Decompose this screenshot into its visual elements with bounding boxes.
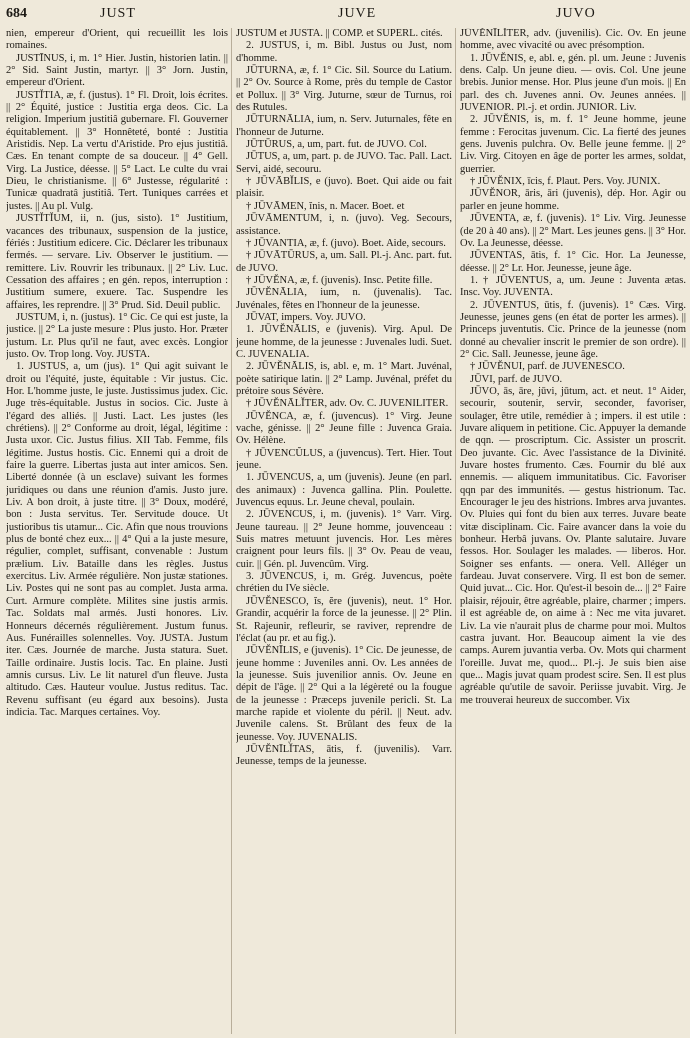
dictionary-entry: 2. JŪVĔNIS, is, m. f. 1° Jeune homme, jeune femme : Ferocitas juvenum. Cic. La fierté des jeunes gens. Juvenis pulchra. Ov. Belle jeune femme. || 2° Liv. Virg. Citoyen en âge de porter les armes, soldat, guerrier. (460, 114, 686, 175)
dictionary-entry: JŪVĔNOR, āris, āri (juvenis), dép. Hor. Agir ou parler en jeune homme. (460, 188, 686, 212)
dictionary-entry: † JŪVĔNĀLĬTER, adv. Ov. C. JUVENILITER. (246, 398, 449, 410)
dictionary-entry: JŪVĔNĪLIS, e (juvenis). 1° Cic. De jeunesse, de jeune homme : Juveniles anni. Ov. Les années de la jeunesse. Suis juvenilior annis. Ov. Jeune en dépit de l'âge. || 2° Qui a la légèreté ou la fougue de la jeunesse : Præceps juvenile pericli. St. La marche rapide et violente du péril. || Neut. adv. Juvenile calens. St. Brûlant des feux de la jeunesse. Voy. JUVENALIS. (236, 645, 452, 743)
dictionary-entry: JŪVĀMENTUM, i, n. (juvo). Veg. Secours, assistance. (236, 213, 452, 237)
dictionary-entry: † JŪVANTIA, æ, f. (juvo). Boet. Aide, secours. (246, 237, 446, 249)
dictionary-entry: nien, empereur d'Orient, qui recueillit les lois romaines. (6, 28, 228, 52)
column-left (6, 28, 228, 1034)
column-divider (455, 28, 456, 1034)
dictionary-entry: JŪVO, ās, āre, jūvi, jūtum, act. et neut. 1° Aider, secourir, soutenir, servir, seconder, favoriser, soulager, être utile, remédier à ; impers. il est utile : Juvare aliquem in petitione. Cic. Appuyer la demande de qqn. — proscriptum. Cic. Assister un proscrit. Deo juvante. Cic. Avec l'assistance de la Divinité. Juvare hostes frumento. Cæs. Fournir du blé aux ennemis. — aliquem immunitatibus. Cic. Favoriser qqn par des immunités. — gestus histrionum. Tac. Encourager le jeu des histrions. Imbres arva juvantes. Ov. Pluies qui font du bien aux terres. Juvare beate vitæ disciplinam. Cic. Faire avancer dans la voie du bonheur. Herbâ juvans. Ov. Plante salutaire. Juvare fessos. Hor. Soulager les malades. — liberos. Hor. Soigner ses enfants. — onera. Vell. Alléger un fardeau. Juvat conservere. Virg. Il est bon de semer. Quid juvat... Cic. Hor. Qu'est-il besoin de... || 2° Faire plaisir, réjouir, être agréable, plaire, charmer ; impers. il est agréable de, on aime à : Nec me vita juvaret. Liv. La vie n'aurait plus de charme pour moi. Multos castra juvant. Hor. Beaucoup aiment la vie des camps. Aurem juvantia verba. Ov. Mots qui charment l'oreille. Juvat me, quod... Pl.-j. Je suis bien aise que... Magis juvat quam prodest scire. Sen. Il est plus agréable qu'utile de savoir. Periisse juvabit. Virg. Je me trouverai heureux de succomber. Vix (460, 385, 686, 706)
dictionary-entry: 1. JUSTUS, a, um (jus). 1° Qui agit suivant le droit ou l'équité, juste, équitable : Vir justus. Cic. Hor. L'homme juste, le juste. Justissimus judex. Cic. Juge très-équitable. Justus in socios. Cic. Juste à l'égard des alliés. || Justi. Lact. Les justes (les chrétiens). || 2° Conforme au droit, légal, légitime : Justa uxor. Cic. Justus filius. XII Tab. Femme, fils légitime. Justus hostis. Cic. Ennemi qui a droit de faire la guerre. Libertas justa aut inter amicos. Sen. Liberté donnée (à un esclave) suivant les formes juridiques ou dans une réunion d'amis. Justo jure. Liv. A bon droit, à juste titre. || 3° Doux, modéré, bon : Justa servitus. Ter. Servitude douce. Ut justioribus tis utamur... Cic. Afin que nous trouvions plus de bonté chez eux... || 4° Qui a la juste mesure, régulier, complet, suffisant, convenable : Justum prælium. Liv. Bataille dans les règles. Justus exercitus. Liv. Armée régulière. Non justæ stationes. Liv. Postes qui ne sont pas au complet. Justa arma. Curt. Armure complète. Milites sine justis armis. Tac. Soldats mal armés. Justi honores. Liv. Honneurs décernés régulièrement. Justum funus. Aus. Funérailles solennelles. Voy. JUSTA. Justum iter. Cæs. Journée de marche. Justa statura. Suet. Taille ordinaire. Justis locis. Tac. En plaine. Justi amnis cursus. Liv. Le lit naturel d'un fleuve. Justa altitudo. Cæs. Hauteur voulue. Justus reditus. Tac. Revenu suffisant (eu égard aux besoins). Justa indicia. Tac. Marques certaines. Voy. (6, 361, 228, 718)
dictionary-entry: 2. JŪVENTUS, ūtis, f. (juvenis). 1° Cæs. Virg. Jeunesse, jeunes gens (en état de porter les armes). || Princeps juventutis. Cic. Prince de la jeunesse (nom donné au chevalier inscrit le premier de son ordre). || 2° Cic. Sall. Jeunesse, jeune âge. (460, 299, 686, 360)
dictionary-entry: 2. JŪVENCUS, i, m. (juvenis). 1° Varr. Virg. Jeune taureau. || 2° Jeune homme, jouvenceau : Suis matres metuunt juvencis. Hor. Les mères craignent pour leurs fils. || 3° Ov. Peau de veau, cuir. || Gén. pl. Juvencûm. Virg. (236, 509, 452, 570)
dictionary-entry: † JŪVENCŬLUS, a (juvencus). Tert. Hier. Tout jeune. (236, 447, 452, 472)
dictionary-entry: † JŪVĔNA, æ, f. (juvenis). Insc. Petite fille. (246, 274, 433, 286)
dictionary-entry: JŪVĔNĪLĬTER, adv. (juvenilis). Cic. Ov. En jeune homme, avec vivacité ou avec présomption. (460, 28, 686, 52)
column-divider (231, 28, 232, 1034)
dictionary-entry: JŪVĔNCA, æ, f. (juvencus). 1° Virg. Jeune vache, génisse. || 2° Jeune fille : Juvenca Graia. Ov. Hélène. (236, 410, 452, 447)
dictionary-entry: JŪTURNA, æ, f. 1° Cic. Sil. Source du Latium. || 2° Ov. Source à Rome, près du temple de Castor et Pollux. || 3° Virg. Juturne, sœur de Turnus, roi des Rutules. (236, 65, 452, 114)
dictionary-entry: JUSTĬTIA, æ, f. (justus). 1° Fl. Droit, lois écrites. || 2° Équité, justice : Justitia erga deos. Cic. La religion. Imperium justitiâ gubernare. Fl. Gouverner équitablement. || 3° Honnêteté, bonté : Justitia Aristidis. Nep. La vertu d'Aristide. Pro ejus justitiâ. Cæs. En tenant compte de sa douceur. || 4° Gell. Virg. La Justice, déesse. || 5° Lact. Le culte du vrai Dieu, le christianisme. || 6° Justesse, régularité : Tunicæ quadratâ justitiâ. Tert. Tuniques carrées et justes. || Au pl. Vulg. (6, 89, 228, 212)
dictionary-entry: 2. JUSTUS, i, m. Bibl. Justus ou Just, nom d'homme. (236, 40, 452, 64)
dictionary-entry: JŪTŪRUS, a, um, part. fut. de JUVO. Col. (246, 139, 427, 151)
dictionary-entry: JŪVĔNESCO, ĭs, ĕre (juvenis), neut. 1° Hor. Grandir, acquérir la force de la jeunesse. || 2° Plin. St. Rajeunir, refleurir, se raviver, reprendre de l'éclat (au pr. et au fig.). (236, 595, 452, 644)
dictionary-entry: 1. JŪVĔNĀLIS, e (juvenis). Virg. Apul. De jeune homme, de la jeunesse : Juvenales ludi. Suet. C. JUVENALIA. (236, 324, 452, 360)
page-number: 684 (6, 6, 27, 21)
dictionary-entry: † JŪVĀTŪRUS, a, um. Sall. Pl.-j. Anc. part. fut. de JUVO. (236, 250, 452, 274)
center-guide-word: JUVE (338, 6, 377, 21)
dictionary-entry: 1. † JŪVENTUS, a, um. Jeune : Juventa ætas. Insc. Voy. JUVENTA. (460, 274, 686, 299)
running-header (0, 6, 690, 26)
left-guide-word: JUST (100, 6, 136, 21)
dictionary-entry: † JŪVĀMEN, ĭnis, n. Macer. Boet. et (246, 200, 405, 212)
dictionary-entry: † JŪVĀBĬLIS, e (juvo). Boet. Qui aide ou fait plaisir. (236, 176, 452, 200)
dictionary-entry: JUSTUM et JUSTA. || COMP. et SUPERL. cités. (236, 28, 443, 39)
dictionary-entry: JŪVĔNĀLIA, ium, n. (juvenalis). Tac. Juvénales, fêtes en l'honneur de la jeunesse. (236, 287, 452, 311)
dictionary-entry: JŪVENTA, æ, f. (juvenis). 1° Liv. Virg. Jeunesse (de 20 à 40 ans). || 2° Mart. Les jeunes gens. || 3° Hor. Ov. La Jeunesse, déesse. (460, 213, 686, 249)
right-guide-word: JUVO (556, 6, 596, 21)
dictionary-entry: † JŪVĔNIX, īcis, f. Plaut. Pers. Voy. JUNIX. (470, 176, 661, 188)
column-right (460, 28, 686, 1034)
dictionary-entry: JŪTUS, a, um, part. p. de JUVO. Tac. Pall. Lact. Servi, aidé, secouru. (236, 151, 452, 175)
dictionary-entry: JUSTUM, i, n. (justus). 1° Cic. Ce qui est juste, la justice. || 2° La juste mesure : Plus justo. Hor. Præter justum. Lr. Plus qu'il ne faut, avec excès. Longior justo. Ov. Trop long. Voy. JUSTA. (6, 311, 228, 360)
dictionary-entry: JŪVENTAS, ātis, f. 1° Cic. Hor. La Jeunesse, déesse. || 2° Lr. Hor. Jeunesse, jeune âge. (460, 250, 686, 274)
dictionary-entry: † JŪVĔNUI, parf. de JUVENESCO. (470, 361, 625, 373)
dictionary-entry: 3. JŪVENCUS, i, m. Grég. Juvencus, poète chrétien du IVe siècle. (236, 571, 452, 595)
dictionary-entry: JŪTURNĀLIA, ium, n. Serv. Juturnales, fête en l'honneur de Juturne. (236, 114, 452, 138)
dictionary-entry: JUSTĬTĬUM, ii, n. (jus, sisto). 1° Justitium, vacances des tribunaux, suspension de la justice, fériés : Justitium edicere. Cic. Déclarer les tribunaux fermés. — servare. Liv. Observer le justitium. — remittere. Liv. Rouvrir les tribunaux. || 2° Liv. Luc. Cessation des affaires ; en gén. repos, interruption : Justitium sumere, exuere. Tac. Suspendre les affaires, les reprendre. || 3° Prud. Sid. Deuil public. (6, 213, 228, 311)
dictionary-entry: 1. JŪVENCUS, a, um (juvenis). Jeune (en parl. des animaux) : Juvenca gallina. Plin. Poulette. Juvencus equus. Lr. Jeune cheval, poulain. (236, 472, 452, 509)
dictionary-entry: JŪVAT, impers. Voy. JUVO. (246, 311, 366, 323)
dictionary-entry: JŪVI, parf. de JUVO. (470, 373, 563, 385)
dictionary-entry: 1. JŪVĔNIS, e, abl. e, gén. pl. um. Jeune : Juvenis dens. Calp. Un jeune dieu. — ovis. Col. Une jeune brebis. Junior mense. Hor. Plus jeune d'un mois. || En parl. des ch. Juvenes anni. Ov. Jeunes années. || JUVENIOR. Pl.-j. et ordin. JUNIOR. Liv. (460, 52, 686, 114)
column-middle (236, 28, 452, 1034)
dictionary-entry: JŪVĔNĪLĬTAS, ātis, f. (juvenilis). Varr. Jeunesse, temps de la jeunesse. (236, 743, 452, 768)
dictionary-entry: 2. JŪVĔNĀLIS, is, abl. e, m. 1° Mart. Juvénal, poète satirique latin. || 2° Lamp. Juvénal, préfet du prétoire sous Sévère. (236, 361, 452, 397)
dictionary-entry: JUSTĪNUS, i, m. 1° Hier. Justin, historien latin. || 2° Sid. Saint Justin, martyr. || 3° Jorn. Justin, empereur d'Orient. (6, 52, 228, 89)
